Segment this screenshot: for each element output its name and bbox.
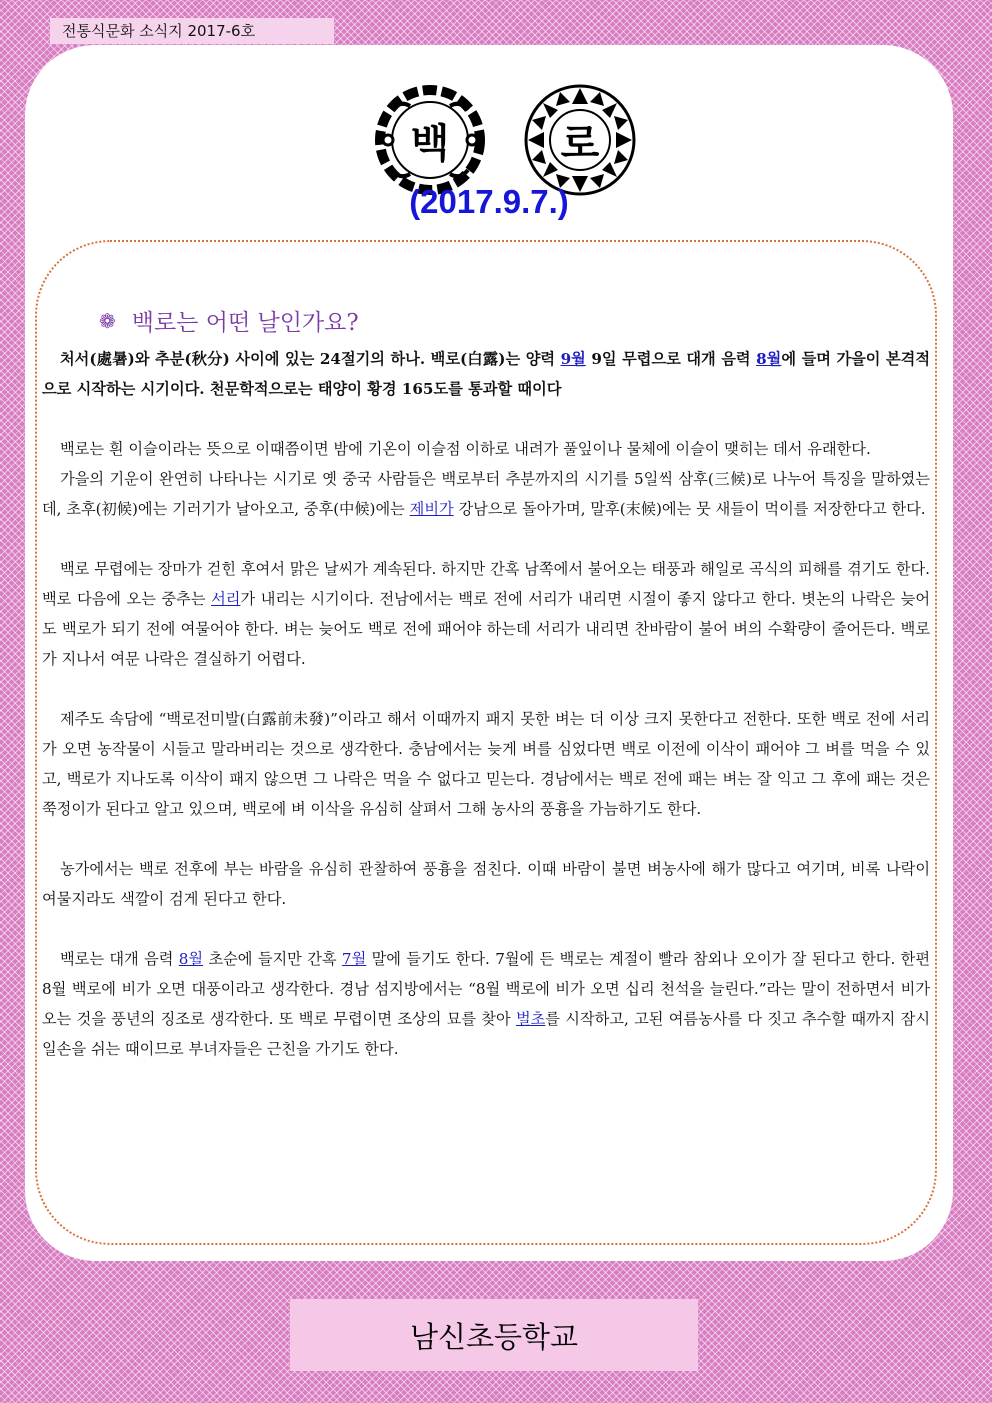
intro-text-2: 9일 무렵으로 대개 음력 [585,350,757,368]
intro-text-3: 에 들며 가을이 본격적으로 시작하는 시기이다. 천문학적으로는 태양이 황경 165도를 통과할 때이다 [42,350,931,398]
p3-text-2: 가 내리는 시기이다. 전남에서는 백로 전에 서리가 내리면 시절이 좋지 않다고 한다. 볏논의 나락은 늦어도 백로가 되기 전에 여물어야 한다. 벼는 늦어도 백로 전에 패어야 하는데 서리가 내리면 찬바람이 불어 벼의 수확량이 줄어든다. 백로가 지나서 여문 나락은 결실하기 어렵다. [42,590,930,668]
link-july[interactable]: 7월 [341,950,367,968]
paragraph-three-periods [42,464,930,524]
ro-emblem [520,80,640,200]
p6-text-3: 말에 들기도 한다. 7월에 든 백로는 계절이 빨라 참외나 오이가 잘 된다고 한다. 한편 8월 백로에 비가 오면 대풍이라고 생각한다. 경남 섬지방에서는 “8월 백로에 비가 오면 십리 천석을 늘린다.”라는 말이 전하면서 비가 오는 것을 풍년의 징조로 생각한다. 또 백로 무렵이면 조상의 묘를 찾아 [42,950,930,1028]
paragraph-timing [42,944,930,1064]
p2-text-1: 가을의 기운이 완연히 나타나는 시기로 옛 중국 사람들은 백로부터 추분까지의 시기를 5일씩 삼후(三候)로 나누어 특징을 말하였는데, 초후(初候)에는 기러기가 날아오고, 중후(中候)에는 [42,470,930,518]
link-swallow[interactable]: 제비가 [409,500,454,518]
p3-text-1: 백로 무렵에는 장마가 걷힌 후여서 맑은 날씨가 계속된다. 하지만 간혹 남쪽에서 불어오는 태풍과 해일로 곡식의 피해를 겪기도 한다. 백로 다음에 오는 중추는 [42,560,930,608]
school-name: 남신초등학교 [409,1319,579,1354]
paragraph-proverbs: 제주도 속담에 “백로전미발(白露前未發)”이라고 해서 이때까지 패지 못한 벼는 더 이상 크지 못한다고 전한다. 또한 백로 전에 서리가 오면 농작물이 시들고 말라버리는 것으로 생각한다. 충남에서는 늦게 벼를 심었다면 백로 이전에 이삭이 패어야 그 벼를 먹을 수 있고, 백로가 지나도록 이삭이 패지 않으면 그 나락은 먹을 수 없다고 믿는다. 경남에서는 백로 전에 패는 벼는 잘 익고 그 후에 패는 것은 쭉정이가 된다고 알고 있으며, 백로에 벼 이삭을 유심히 살펴서 그해 농사의 풍흉을 가늠하기도 한다. [42,710,930,818]
newsletter-issue-tag: 전통식문화 소식지 2017-6호 [50,18,334,44]
title-char-2: 로 [560,120,600,167]
flower-bullet-icon: ❁ [99,308,116,333]
link-beolcho[interactable]: 벌초 [515,1010,546,1028]
content-box [35,240,937,1245]
p6-text-4: 를 시작하고, 고된 여름농사를 다 짓고 추수할 때까지 잠시 일손을 쉬는 때이므로 부녀자들은 근친을 가기도 한다. [42,1010,930,1058]
issue-date: (2017.9.7.) [409,183,569,220]
baek-emblem [370,80,490,200]
section-title-text: 백로는 어떤 날인가요? [131,310,359,336]
link-august-lunar[interactable]: 8월 [178,950,204,968]
p6-text-2: 초순에 들지만 간혹 [203,950,342,968]
newsletter-card [25,45,953,1261]
article-body [42,344,930,1064]
link-september[interactable]: 9월 [560,350,586,368]
paragraph-wind: 농가에서는 백로 전후에 부는 바람을 유심히 관찰하여 풍흉을 점친다. 이때 바람이 불면 벼농사에 해가 많다고 여기며, 비록 나락이 여물지라도 색깔이 검게 된다고 한다. [42,860,930,908]
link-frost[interactable]: 서리 [211,590,241,608]
title-row [25,80,953,200]
paragraph-weather [42,554,930,674]
paragraph-meaning: 백로는 흰 이슬이라는 뜻으로 이때쯤이면 밤에 기온이 이슬점 이하로 내려가 풀잎이나 물체에 이슬이 맺히는 데서 유래한다. [60,440,871,458]
section-heading [99,304,359,337]
p2-text-2: 강남으로 돌아가며, 말후(末候)에는 뭇 새들이 먹이를 저장한다고 한다. [453,500,926,518]
p6-text-1: 백로는 대개 음력 [60,950,179,968]
link-august[interactable]: 8월 [756,350,782,368]
intro-text-1: 처서(處暑)와 추분(秋分) 사이에 있는 24절기의 하나. 백로(白露)는 양력 [60,350,561,368]
intro-paragraph [42,344,930,404]
school-name-box [290,1299,698,1371]
title-char-1: 백 [410,120,450,167]
